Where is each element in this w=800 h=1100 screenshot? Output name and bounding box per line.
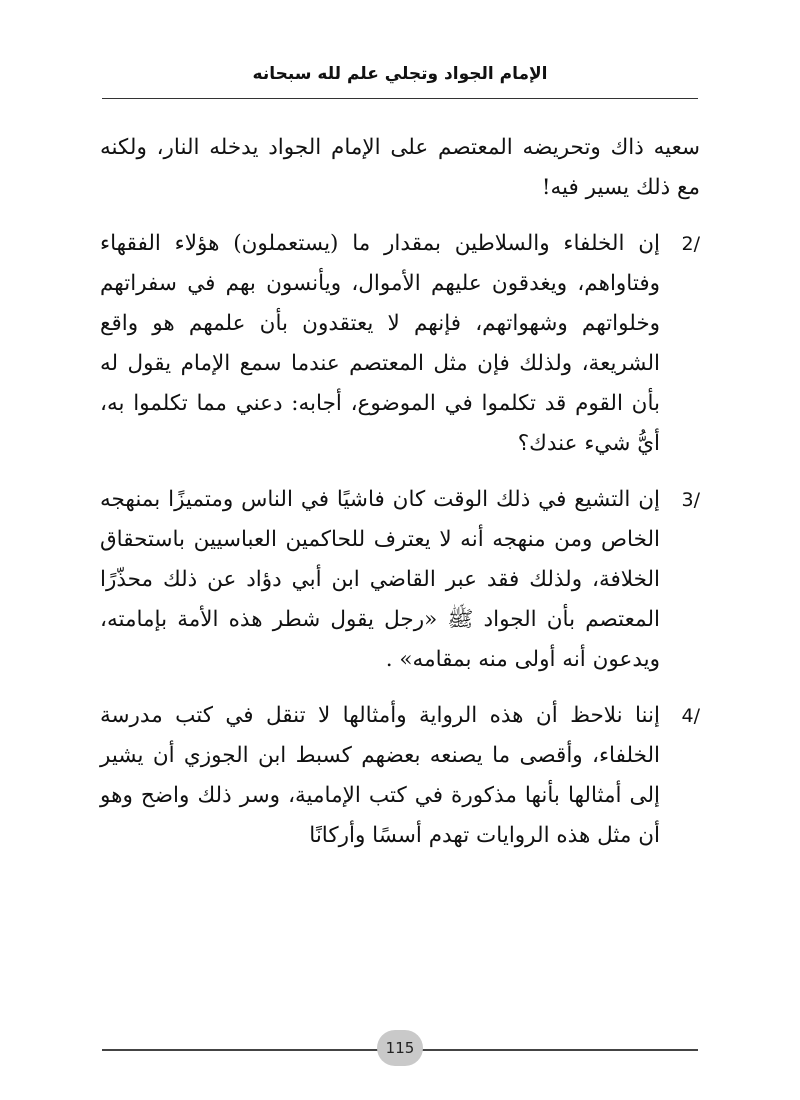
page-number-badge: 115 [377, 1030, 423, 1066]
item-number: 2/ [681, 233, 700, 255]
item-text: إن التشيع في ذلك الوقت كان فاشيًا في الناس ومتميزًا بمنهجه الخاص ومن منهجه أنه لا يعترف للحاكمين العباسيين باستحقاق الخلافة، ولذلك فقد عبر القاضي ابن أبي دؤاد عن ذلك محذّرًا المعتصم بأن الجواد ﷺ «رجل يقول شطر هذه الأمة بإمامته، ويدعون أنه أولى منه بمقامه» . [100, 487, 660, 672]
intro-paragraph: سعيه ذاك وتحريضه المعتصم على الإمام الجواد يدخله النار، ولكنه مع ذلك يسير فيه! [100, 135, 700, 200]
running-header [102, 54, 698, 99]
item-number: 4/ [681, 705, 700, 727]
item-text: إننا نلاحظ أن هذه الرواية وأمثالها لا تنقل في كتب مدرسة الخلفاء، وأقصى ما يصنعه بعضهم كسبط ابن الجوزي أن يشير إلى أمثالها بأنها مذكورة في كتب الإمامية، وسر ذلك واضح وهو أن مثل هذه الروايات تهدم أسسًا وأركانًا [100, 703, 660, 848]
item-number: 3/ [681, 489, 700, 511]
page-body [100, 128, 700, 872]
list-item [100, 696, 700, 856]
header-title: الإمام الجواد وتجلي علم لله سبحانه [252, 64, 548, 84]
item-text: إن الخلفاء والسلاطين بمقدار ما (يستعملون) هؤلاء الفقهاء وفتاواهم، ويغدقون عليهم الأموال، ويأنسون بهم في سفراتهم وخلواتهم وشهواتهم، فإنهم لا يعتقدون بأن علمهم هو واقع الشريعة، ولذلك فإن مثل المعتصم عندما سمع الإمام يقول له بأن القوم قد تكلموا في الموضوع، أجابه: دعني مما تكلموا به، أيُّ شيء عندك؟ [100, 231, 660, 456]
page-footer [102, 1028, 698, 1068]
list-item [100, 480, 700, 680]
list-item [100, 224, 700, 464]
